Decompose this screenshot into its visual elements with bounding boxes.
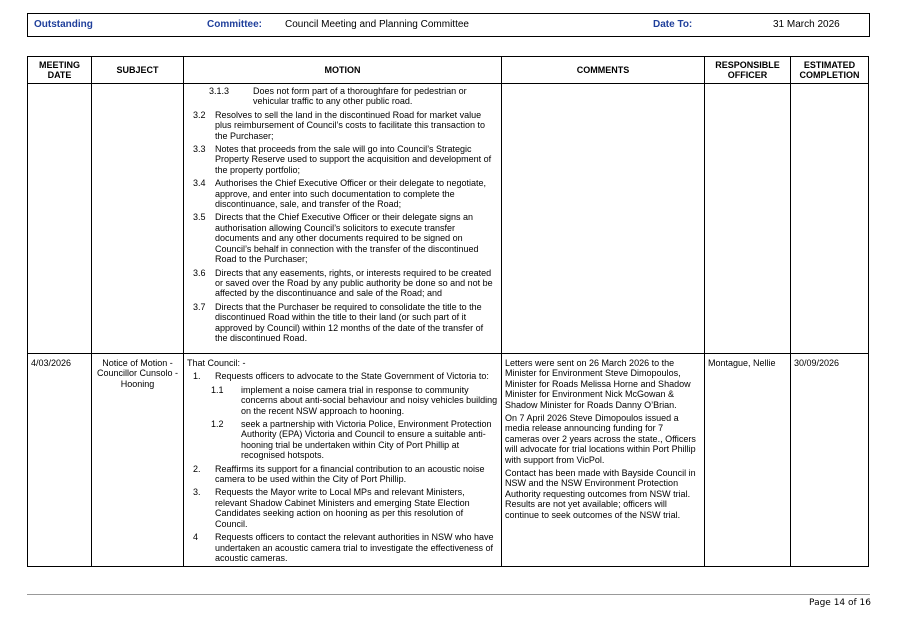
motion-intro: That Council: -	[187, 358, 246, 368]
footer-divider	[27, 594, 870, 595]
comment-paragraph: On 7 April 2026 Steve Dimopoulos issued a media release announcing funding for 7 cameras over 2 years across the state., Officers will advocate for trial locations within Port Phillip with support from VicPol.	[505, 413, 696, 465]
cell-completion	[791, 84, 869, 354]
committee-value: Council Meeting and Planning Committee	[285, 19, 469, 30]
col-header-subject: SUBJECT	[92, 57, 184, 84]
cell-comments	[502, 84, 705, 354]
cell-date: 4/03/2026	[28, 354, 92, 567]
motion-item: 3.4 Authorises the Chief Executive Officer or their delegate to negotiate, approve, and enter into such documentation to complete the discontinuance, sale, and transfer of the Road;	[193, 178, 486, 210]
cell-officer	[705, 84, 791, 354]
cell-subject: Notice of Motion - Councillor Cunsolo - Hooning	[92, 354, 184, 567]
page-number: Page 14 of 16	[809, 598, 871, 608]
col-header-comments: COMMENTS	[502, 57, 705, 84]
col-header-motion: MOTION	[184, 57, 502, 84]
cell-date	[28, 84, 92, 354]
motion-item: 3.6 Directs that any easements, rights, or interests required to be created or saved over the Road by any public authority be done so and not be affected by the discontinuance and sale of the Road; and	[193, 267, 493, 299]
cell-subject	[92, 84, 184, 354]
date-to-label: Date To:	[653, 19, 693, 30]
outstanding-label: Outstanding	[34, 19, 93, 30]
motion-item: 3.2 Resolves to sell the land in the discontinued Road for market value plus reimbursement of Council’s costs to facilitate this transaction to the Purchaser;	[193, 109, 485, 141]
col-header-meeting-date: MEETING DATE	[28, 57, 92, 84]
comment-paragraph: Contact has been made with Bayside Council in NSW and the NSW Environment Protection Authority requesting outcomes from NSW trial. Results are not yet available; officers will continue to seek outcomes of the NSW trial.	[505, 468, 696, 520]
col-header-responsible-officer: RESPONSIBLE OFFICER	[705, 57, 791, 84]
actions-table	[27, 56, 869, 567]
report-header	[27, 13, 870, 37]
motion-item: 3.3 Notes that proceeds from the sale will go into Council’s Strategic Property Reserve used to support the acquisition and development of the property portfolio;	[193, 144, 492, 175]
motion-item: 3.5 Directs that the Chief Executive Officer or their delegate signs an authorisation allowing Council’s solicitors to execute transfer documents and any other documents required to be signed on Council’s behalf in connection with the transfer of the discontinued Road to the Purchaser;	[193, 212, 479, 265]
motion-item: 3. Requests the Mayor write to Local MPs and relevant Ministers, relevant Shadow Cabinet Ministers and emerging State Election Candidates seeking action on hooning as per this resolution of Council.	[193, 487, 470, 529]
col-header-estimated-completion: ESTIMATED COMPLETION	[791, 57, 869, 84]
table-row	[28, 354, 869, 567]
motion-item: 1. Requests officers to advocate to the State Government of Victoria to:	[193, 371, 489, 382]
table-header-row	[28, 57, 869, 84]
comment-paragraph: Letters were sent on 26 March 2026 to the Minister for Environment Steve Dimopoulos, Minister for Roads Melissa Horne and Shadow Minister for Environment Nick McGowan & Shadow Minister for Roads Danny O’Brian.	[505, 358, 691, 410]
committee-label: Committee:	[207, 19, 263, 30]
motion-item: 2. Reaffirms its support for a financial contribution to an acoustic noise camera to be used within the City of Port Phillip.	[193, 463, 485, 485]
cell-motion	[184, 84, 502, 354]
motion-subitem: 1.1 implement a noise camera trial in response to community concerns about anti-social behaviour and noisy vehicles building on the recent NSW approach to hooning.	[211, 384, 498, 416]
cell-motion	[184, 354, 502, 567]
motion-subitem: 1.2 seek a partnership with Victoria Police, Environment Protection Authority (EPA) Victoria and Council to ensure a suitable anti-hooning trial be undertaken within City of Port Phillip at recognised hotspots.	[211, 419, 492, 461]
table-row	[28, 84, 869, 354]
cell-comments	[502, 354, 705, 567]
motion-item: 3.1.3 Does not form part of a thoroughfare for pedestrian or vehicular traffic to any other public road.	[209, 86, 467, 107]
motion-item: 3.7 Directs that the Purchaser be required to consolidate the title to the discontinued Road within the title to their land (or such part of it approved by Council) within 12 months of the date of the transfer of the discontinued Road.	[193, 301, 484, 343]
cell-officer: Montague, Nellie	[705, 354, 791, 567]
cell-completion: 30/09/2026	[791, 354, 869, 567]
date-to-value: 31 March 2026	[773, 19, 840, 30]
motion-item: 4 Requests officers to contact the relevant authorities in NSW who have undertaken an acoustic camera trial to investigate the effectiveness of acoustic cameras.	[193, 532, 494, 563]
